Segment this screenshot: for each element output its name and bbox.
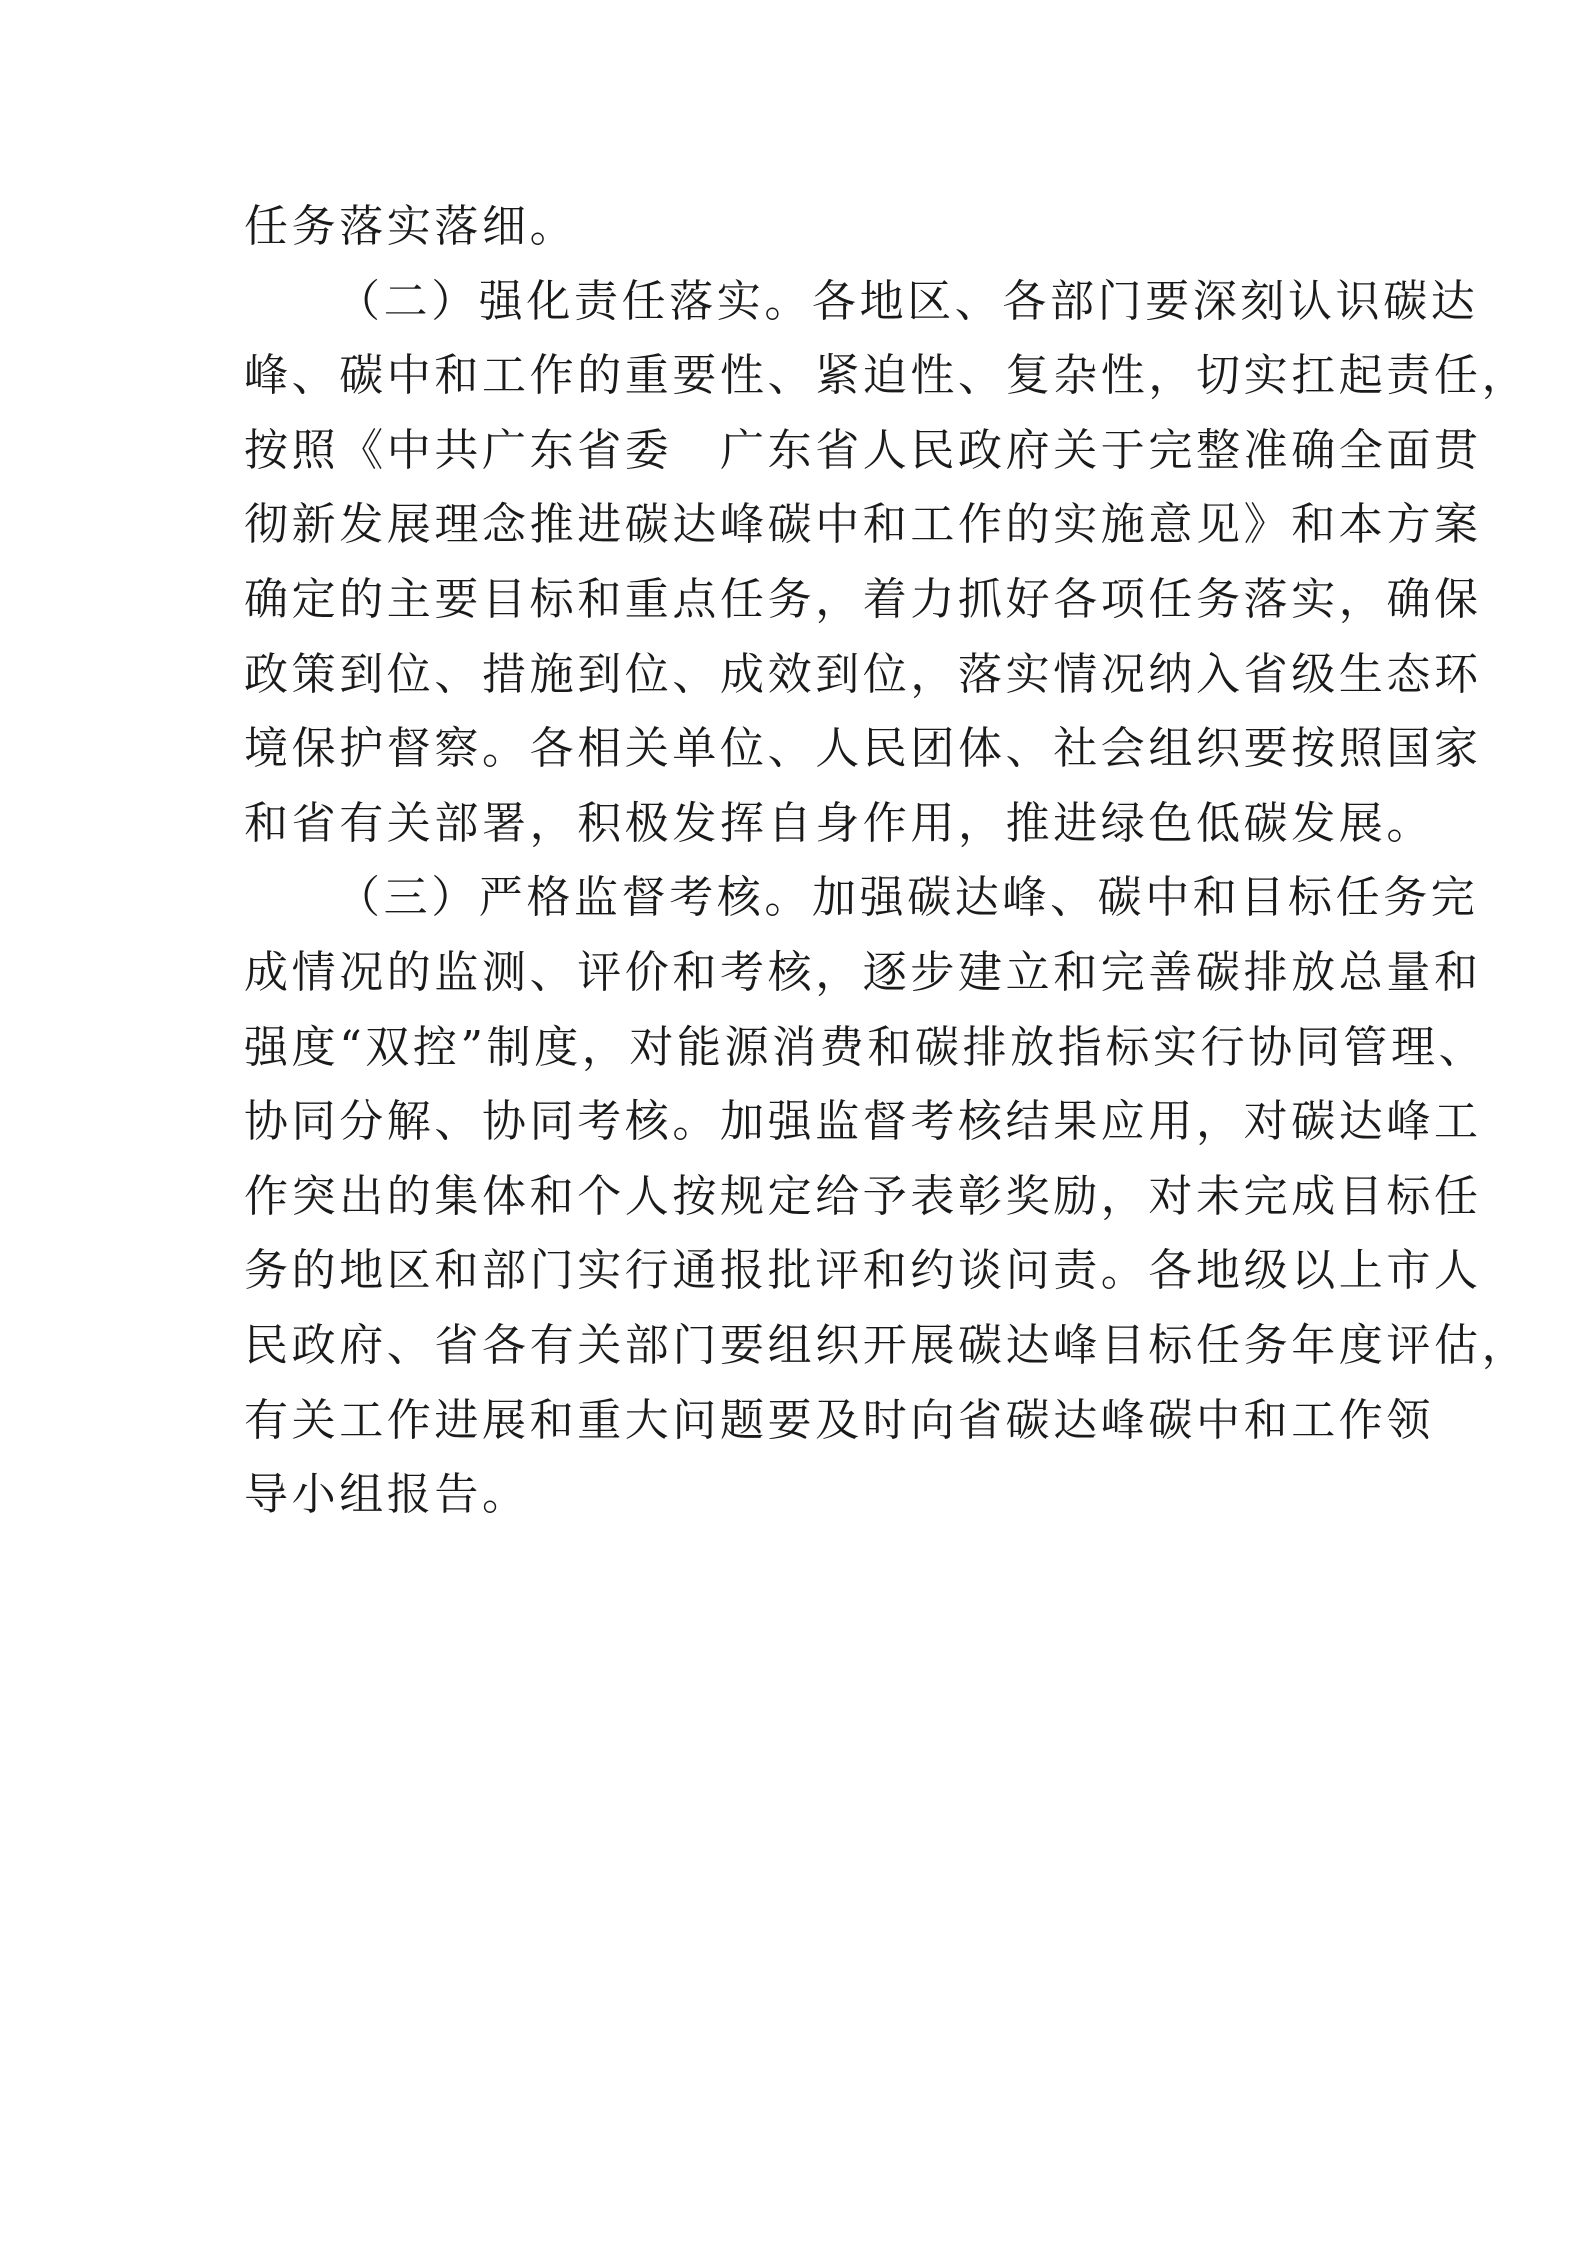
text-line: 强度“双控”制度，对能源消费和碳排放指标实行协同管理、	[244, 1021, 1487, 1073]
text-line: 和省有关部署，积极发挥自身作用，推进绿色低碳发展。	[244, 797, 1434, 849]
text-line: 政策到位、措施到位、成效到位，落实情况纳入省级生态环	[244, 648, 1482, 700]
text-line: 确定的主要目标和重点任务，着力抓好各项任务落实，确保	[244, 573, 1482, 625]
text-line: 作突出的集体和个人按规定给予表彰奖励，对未完成目标任	[244, 1170, 1482, 1222]
text-line: 民政府、省各有关部门要组织开展碳达峰目标任务年度评估，	[244, 1319, 1530, 1371]
text-line: 务的地区和部门实行通报批评和约谈问责。各地级以上市人	[244, 1245, 1482, 1297]
text-line: 有关工作进展和重大问题要及时向省碳达峰碳中和工作领	[244, 1394, 1434, 1446]
text-line: 彻新发展理念推进碳达峰碳中和工作的实施意见》和本方案	[244, 499, 1482, 551]
section-heading-line: （二）强化责任落实。各地区、各部门要深刻认识碳达	[336, 275, 1479, 327]
text-line: 任务落实落细。	[244, 201, 578, 252]
text-line: 成情况的监测、评价和考核，逐步建立和完善碳排放总量和	[244, 946, 1482, 998]
text-line: 导小组报告。	[244, 1469, 530, 1521]
text-line: 境保护督察。各相关单位、人民团体、社会组织要按照国家	[244, 723, 1482, 775]
text-line: 协同分解、协同考核。加强监督考核结果应用，对碳达峰工	[244, 1096, 1482, 1148]
body-text	[244, 190, 1530, 1533]
text-line: 按照《中共广东省委 广东省人民政府关于完整准确全面贯	[244, 424, 1482, 476]
section-heading-line: （三）严格监督考核。加强碳达峰、碳中和目标任务完	[336, 872, 1479, 924]
text-line: 峰、碳中和工作的重要性、紧迫性、复杂性，切实扛起责任，	[244, 350, 1530, 402]
